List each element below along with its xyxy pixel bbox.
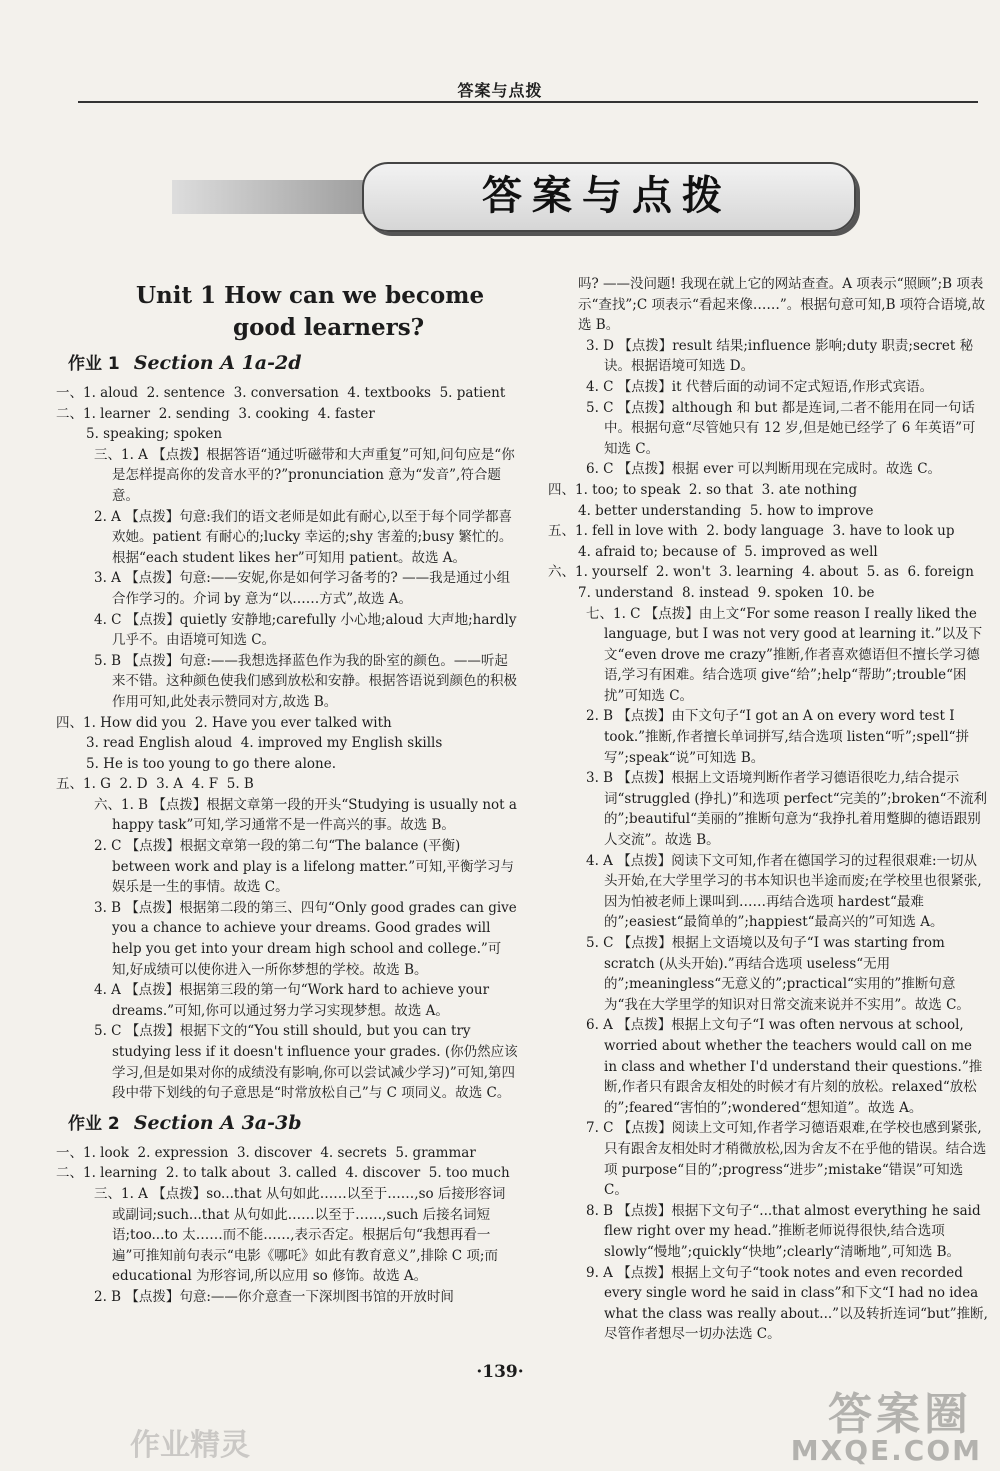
- answer-line: 4. C 【点拨】quietly 安静地;carefully 小心地;aloud 大声地;hardly 几乎不。由语境可知选 C。: [94, 611, 521, 649]
- watermark-url: MXQE.COM: [790, 1434, 982, 1467]
- answer-line: 9. A 【点拨】根据上文句子“took notes and even recorded every single word he said in class”和下文“I had no idea what the class was really about...”以及转折连词“but”推断,尽管作者想尽一切办法选 C。: [586, 1264, 988, 1343]
- faint-stamp: 作业精灵: [130, 1428, 250, 1463]
- answer-line: 6. C 【点拨】根据 ever 可以判断用现在完成时。故选 C。: [586, 461, 942, 478]
- answer-line: 3. B 【点拨】根据上文语境判断作者学习德语很吃力,结合提示词“struggled (挣扎)”和选项 perfect“完美的”;broken“不流利的”;beautiful“美丽的”推断句意为“我挣扎着用蹩脚的德语跟别人交流”。故选 B。: [586, 770, 988, 849]
- answer-line: 5. He is too young to go there alone.: [86, 755, 337, 772]
- answer-line: 7. C 【点拨】阅读上文可知,作者学习德语艰难,在学校也感到紧张,只有跟舍友相处时才稍微放松,因为舍友不在乎他的错误。结合选项 purpose“目的”;progress“进步”;mistake“错误”可知选 C。: [586, 1120, 987, 1199]
- unit-title-line1: Unit 1 How can we become: [136, 282, 485, 309]
- answer-line: 五、1. fell in love with 2. body language 3. have to look up: [548, 523, 955, 540]
- unit-title: [56, 280, 518, 344]
- watermark-logo-text: 答案圈: [828, 1389, 972, 1440]
- answer-line: 三、1. A 【点拨】根据答语“通过听磁带和大声重复”可知,问句应是“你是怎样提高你的发音水平的?”pronunciation 意为“发音”,符合题意。: [94, 446, 515, 504]
- answer-line: 7. understand 8. instead 9. spoken 10. be: [578, 584, 875, 601]
- page-header-title: 答案与点拨: [457, 81, 543, 100]
- answer-line: 8. B 【点拨】根据下文句子“...that almost everything he said flew right over my head.”推断老师说得很快,结合选项 slowly“慢地”;quickly“快地”;clearly“清晰地”,可知选 B。: [586, 1202, 985, 1260]
- answer-line: 四、1. How did you 2. Have you ever talked with: [56, 714, 392, 731]
- answer-line: 五、1. G 2. D 3. A 4. F 5. B: [56, 776, 254, 793]
- right-column: [548, 274, 988, 1345]
- page-number: ·139·: [476, 1362, 524, 1382]
- answer-line: 六、1. yourself 2. won't 3. learning 4. about 5. as 6. foreign: [548, 564, 974, 581]
- site-watermark: [732, 1378, 982, 1468]
- answer-line: 2. B 【点拨】句意:——你介意查一下深圳图书馆的开放时间: [94, 1288, 454, 1305]
- answer-line: 二、1. learning 2. to talk about 3. called 4. discover 5. too much: [56, 1165, 510, 1182]
- answer-line: 4. A 【点拨】阅读下文可知,作者在德国学习的过程很艰难:一切从头开始,在大学里学习的书本知识也半途而废;在学校里也很紧张,因为怕被老师上课叫到……再结合选项 hardest“最难的”;easiest“最简单的”;happiest“最高兴的”可知选 A。: [586, 852, 982, 931]
- answer-line: 5. speaking; spoken: [86, 426, 223, 443]
- answer-line: 2. B 【点拨】由下文句子“I got an A on every word test I took.”推断,作者擅长单词拼写,结合选项 listen“听”;spell“拼写”;speak“说”可知选 B。: [586, 708, 970, 766]
- answer-line: 4. better understanding 5. how to improve: [578, 502, 874, 519]
- answer-line: 4. A 【点拨】根据第三段的第一句“Work hard to achieve your dreams.”可知,你可以通过努力学习实现梦想。故选 A。: [94, 982, 494, 1019]
- homework-2-section: Section A 3a-3b: [133, 1111, 302, 1134]
- answer-line: 5. B 【点拨】句意:——我想选择蓝色作为我的卧室的颜色。——听起来不错。这种颜色使我们感到放松和安静。根据答语说到颜色的积极作用可知,此处表示赞同对方,故选 B。: [94, 652, 517, 710]
- homework-1-section: Section A 1a-2d: [133, 352, 302, 374]
- left-column: [56, 278, 522, 1308]
- homework-1-label: 作业 1: [68, 354, 120, 374]
- banner-title: 答案与点拨: [482, 173, 732, 219]
- answer-line: 吗? ——没问题! 我现在就上它的网站查查。A 项表示“照顾”;B 项表示“查找”;C 项表示“看起来像……”。根据句意可知,B 项符合语境,故选 B。: [578, 276, 986, 334]
- answer-line: 5. C 【点拨】根据下文的“You still should, but you can try studying less if it doesn't influence your grades. (你仍然应该学习,但是如果对你的成绩没有影响,你可以尝试减少学习)”可知,第四段中带下划线的句子意思是“时常放松自己”与 C 项同义。故选 C。: [94, 1023, 518, 1102]
- unit-title-line2: good learners?: [233, 314, 425, 341]
- answer-line: 三、1. A 【点拨】so...that 从句如此……以至于……,so 后接形容词或副词;such...that 从句如此……以至于……,such 后接名词短语;too...to 太……而不能……,表示否定。根据后句“我想再看一遍”可推知前句表示“电影《哪吒》如此有教育意义”,排除 C 项;而 educational 为形容词,所以应用 so 修饰。故选 A。: [94, 1185, 506, 1285]
- answer-line: 四、1. too; to speak 2. so that 3. ate nothing: [548, 481, 858, 498]
- answer-line: 一、1. look 2. expression 3. discover 4. secrets 5. grammar: [56, 1144, 476, 1161]
- answer-line: 5. C 【点拨】although 和 but 都是连词,二者不能用在同一句话中。根据句意“尽管她只有 12 岁,但是她已经学了 6 年英语”可知选 C。: [586, 399, 976, 457]
- answer-line: 5. C 【点拨】根据上文语境以及句子“I was starting from scratch (从头开始).”再结合选项 useless“无用的”;meaningless“无意义的”;practical“实用的”推断句意为“我在大学里学的知识对日常交流来说并不实用”。故选 C。: [586, 935, 970, 1013]
- answer-line: 4. afraid to; because of 5. improved as well: [578, 543, 878, 560]
- title-banner: [172, 158, 732, 232]
- answer-line: 3. read English aloud 4. improved my English skills: [86, 735, 443, 752]
- answer-line: 2. C 【点拨】根据文章第一段的第二句“The balance (平衡) between work and play is a lifelong matter.”可知,平衡学习与娱乐是一生的事情。故选 C。: [94, 838, 515, 896]
- answer-line: 一、1. aloud 2. sentence 3. conversation 4. textbooks 5. patient: [56, 385, 506, 401]
- answer-line: 3. A 【点拨】句意:——安妮,你是如何学习备考的? ——我是通过小组合作学习的。介词 by 意为“以……方式”,故选 A。: [94, 570, 511, 607]
- homework-2-label: 作业 2: [68, 1113, 120, 1134]
- answer-line: 6. A 【点拨】根据上文句子“I was often nervous at school, worried about whether the teachers would call on me in class and whether I'd understand their questions.”推断,作者只有跟舍友相处的时候才有片刻的放松。relaxed“放松的”;feared“害怕的”;wondered“想知道”。故选 A。: [586, 1017, 983, 1116]
- answer-line: 4. C 【点拨】it 代替后面的动词不定式短语,作形式宾语。: [586, 378, 934, 395]
- answer-line: 2. A 【点拨】句意:我们的语文老师是如此有耐心,以至于每个同学都喜欢她。patient 有耐心的;lucky 幸运的;shy 害羞的;busy 繁忙的。根据“each student likes her”可知用 patient。故选 A。: [94, 508, 513, 566]
- answer-line: 3. B 【点拨】根据第二段的第三、四句“Only good grades can give you a chance to achieve your dreams. Good grades will help you get into your dream high school and college.”可知,好成绩可以使你进入一所你梦想的学校。故选 B。: [94, 899, 522, 978]
- answer-line: 七、1. C 【点拨】由上文“For some reason I really liked the language, but I was not very good at learning it.”以及下文“even drove me crazy”推断,作者喜欢德语但不擅长学习德语,学习有困难。结合选项 give“给”;help“帮助”;trouble“困扰”可知选 C。: [586, 605, 983, 704]
- answer-line: 二、1. learner 2. sending 3. cooking 4. faster: [56, 405, 375, 422]
- header-divider: [78, 101, 978, 103]
- answer-line: 六、1. B 【点拨】根据文章第一段的开头“Studying is usually not a happy task”可知,学习通常不是一件高兴的事。故选 B。: [94, 796, 522, 834]
- homework-1-heading: [68, 350, 518, 377]
- homework-2-heading: [68, 1110, 518, 1137]
- answer-line: 3. D 【点拨】result 结果;influence 影响;duty 职责;secret 秘诀。根据语境可知选 D。: [586, 337, 974, 375]
